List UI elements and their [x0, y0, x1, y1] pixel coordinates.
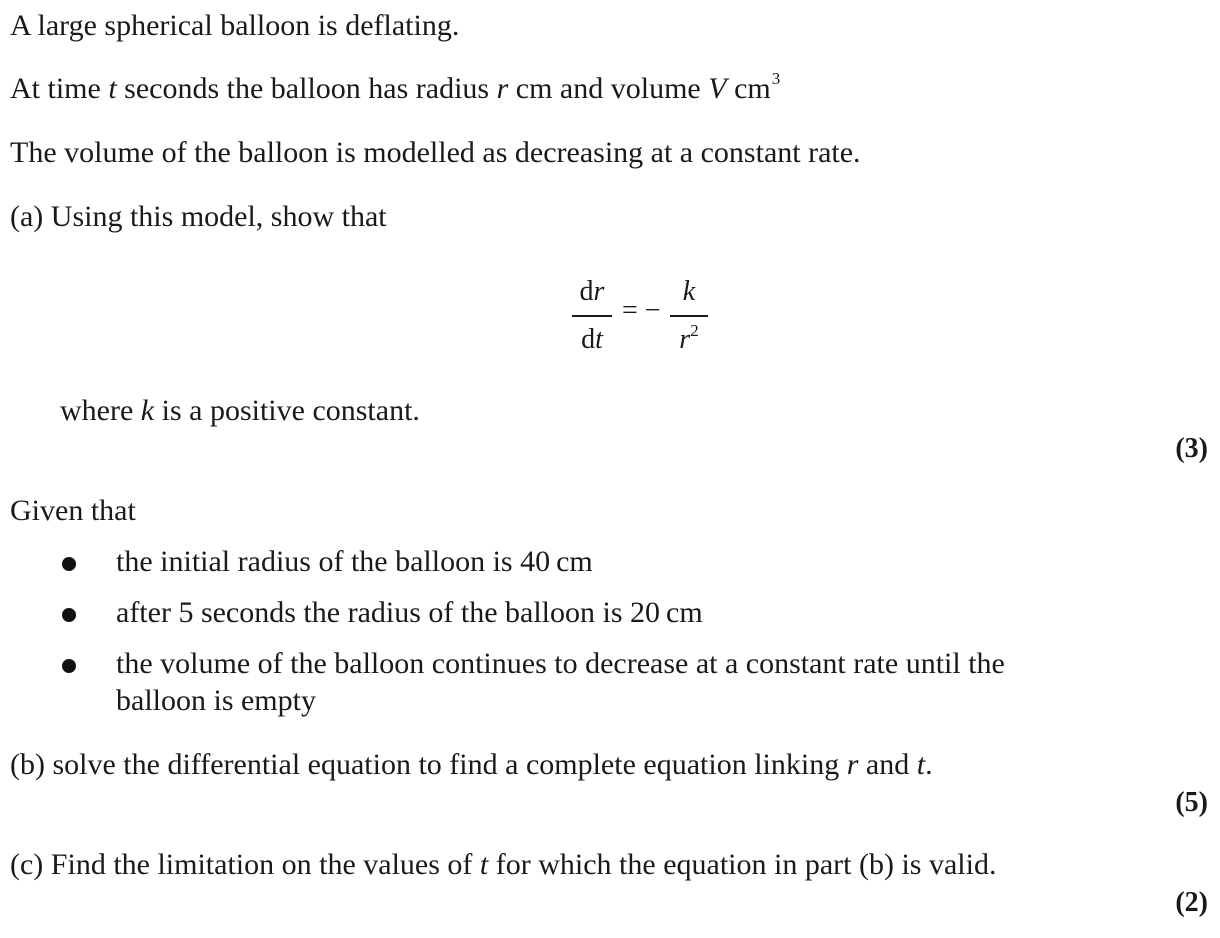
bullet-dot — [62, 557, 76, 571]
intro-line-2-text-b: seconds the balloon has radius — [116, 72, 497, 105]
intro-line-3: The volume of the balloon is modelled as decreasing at a constant rate. — [10, 136, 861, 169]
d-symbol: d — [579, 276, 594, 307]
d-symbol: d — [581, 324, 596, 355]
positive-constant-text: is a positive constant. — [154, 394, 420, 427]
variable-t: t — [108, 72, 117, 105]
part-a-prompt: (a) Using this model, show that — [10, 200, 387, 233]
where-text: where — [60, 394, 141, 427]
exponent-2: 2 — [690, 321, 699, 340]
fraction-bar — [572, 315, 612, 317]
given-bullet-1: the initial radius of the balloon is 40 cm — [116, 545, 593, 578]
part-c-text-a: (c) Find the limitation on the values of — [10, 848, 480, 881]
full-stop: . — [925, 748, 933, 781]
variable-t: t — [595, 324, 603, 355]
unit-cm: cm — [726, 72, 771, 105]
given-bullet-3: the volume of the balloon continues to decrease at a constant rate until the — [116, 647, 1005, 680]
fraction-k-r2 — [670, 276, 708, 359]
intro-line-1: A large spherical balloon is deflating. — [10, 9, 460, 42]
equals-minus-sign: = − — [622, 295, 661, 326]
part-a-marks: (3) — [1175, 433, 1208, 464]
variable-r: r — [593, 276, 605, 307]
variable-r: r — [679, 324, 691, 355]
intro-line-2-text-a: At time — [10, 72, 109, 105]
part-c-marks: (2) — [1175, 887, 1208, 918]
part-c-prompt — [10, 847, 996, 883]
fraction-denominator — [572, 324, 612, 356]
bullet-dot — [62, 608, 76, 622]
fraction-denominator — [670, 321, 708, 359]
fraction-dr-dt — [572, 276, 612, 356]
and-text: and — [858, 748, 917, 781]
where-k-line — [60, 393, 420, 429]
part-b-prompt — [10, 747, 933, 783]
part-b-marks: (5) — [1175, 787, 1208, 818]
part-b-text: (b) solve the differential equation to find a complete equation linking — [10, 748, 847, 781]
intro-line-2-text-c: cm and volume — [508, 72, 709, 105]
fraction-numerator — [572, 276, 612, 308]
given-bullet-2: after 5 seconds the radius of the balloon is 20 cm — [116, 596, 703, 629]
variable-t: t — [479, 848, 489, 881]
given-bullet-3-continued: balloon is empty — [116, 684, 316, 717]
variable-r: r — [496, 72, 509, 105]
fraction-numerator: k — [682, 276, 696, 307]
part-c-text-b: for which the equation in part (b) is valid. — [488, 848, 997, 881]
intro-line-2 — [10, 71, 780, 111]
variable-t: t — [916, 748, 926, 781]
superscript-3: 3 — [771, 69, 781, 88]
bullet-dot — [62, 659, 76, 673]
given-heading: Given that — [10, 494, 136, 527]
variable-k: k — [140, 394, 155, 427]
fraction-bar — [670, 315, 708, 317]
variable-r: r — [846, 748, 859, 781]
variable-v: V — [708, 72, 727, 105]
